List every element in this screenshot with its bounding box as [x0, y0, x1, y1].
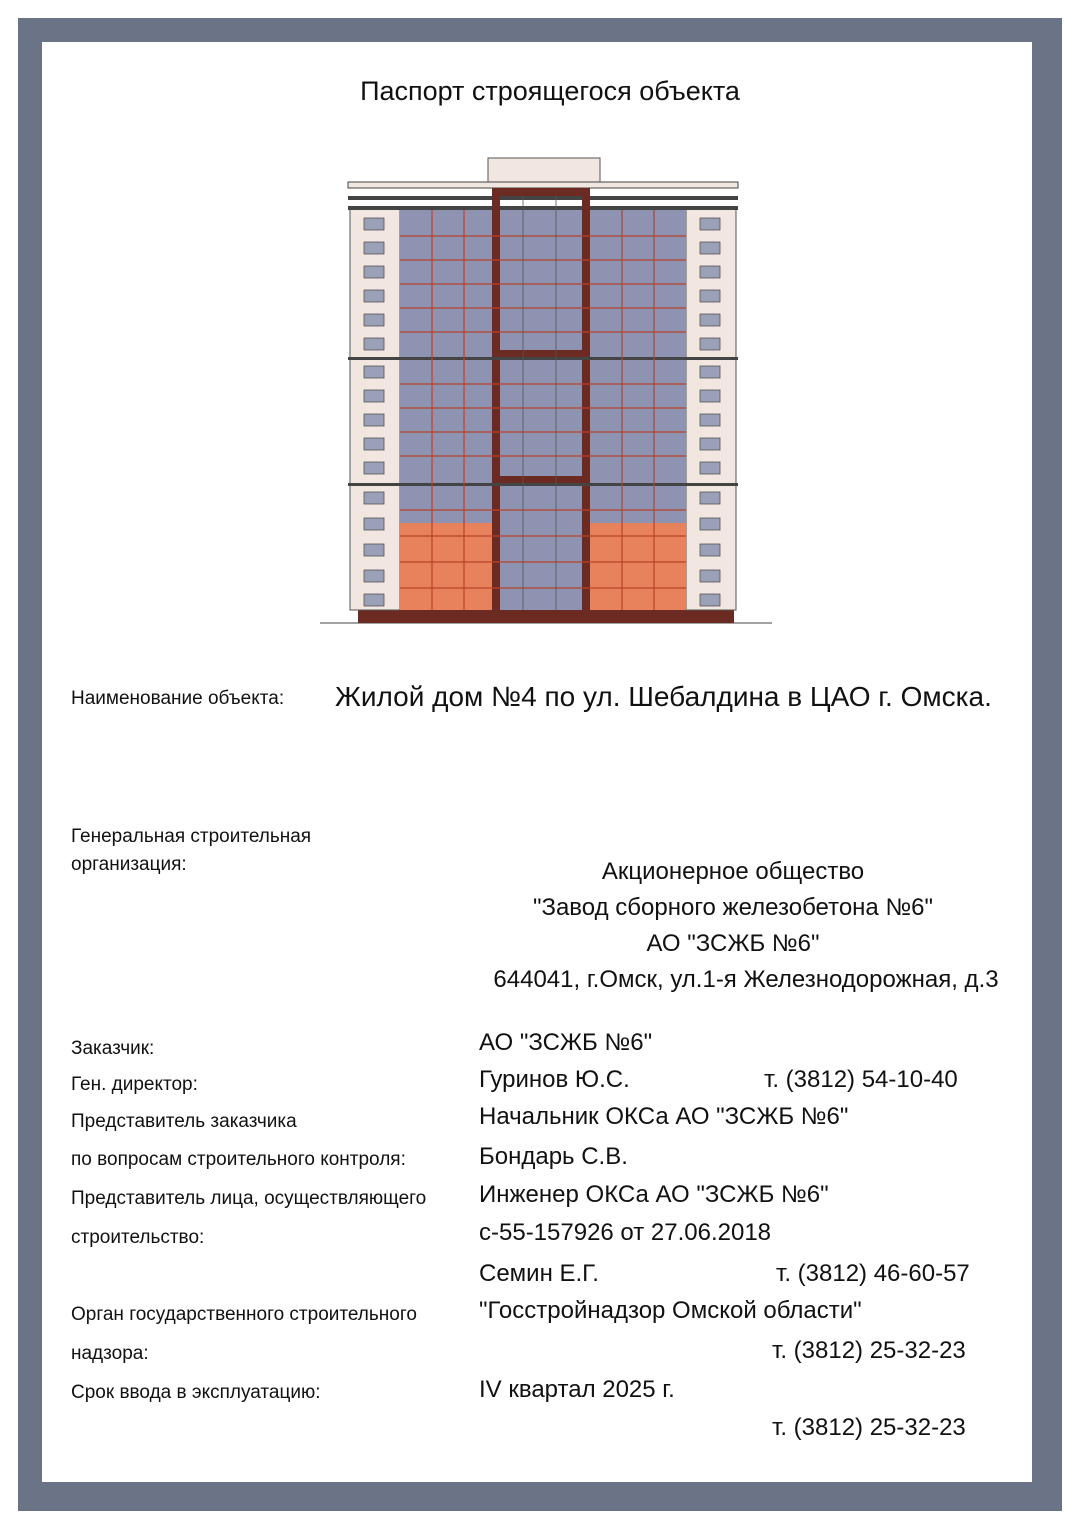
customer-rep-value-line2: Бондарь С.В.	[479, 1143, 628, 1170]
supervision-label-line2: надзора:	[71, 1343, 149, 1364]
builder-rep-value-line1: Инженер ОКСа АО "ЗСЖБ №6"	[479, 1181, 829, 1208]
supervision-value: "Госстройнадзор Омской области"	[479, 1297, 862, 1324]
deadline-label: Срок ввода в эксплуатацию:	[71, 1382, 321, 1403]
builder-rep-label-line1: Представитель лица, осуществляющего	[71, 1188, 427, 1209]
director-name: Гуринов Ю.С.	[479, 1066, 630, 1093]
building-facade-image	[320, 148, 772, 628]
general-org-address: 644041, г.Омск, ул.1-я Железнодорожная, д.3	[493, 966, 999, 993]
general-org-line-2: "Завод сборного железобетона №6"	[532, 894, 934, 921]
general-org-label-line2: организация:	[71, 854, 187, 875]
deadline-phone: т. (3812) 25-32-23	[772, 1414, 966, 1441]
general-org-label-line1: Генеральная строительная	[71, 826, 312, 847]
page-title: Паспорт строящегося объекта	[360, 76, 740, 106]
general-org-line-1: Акционерное общество	[601, 858, 865, 885]
general-org-line-3: АО "ЗСЖБ №6"	[646, 930, 820, 957]
customer-rep-label-line2: по вопросам строительного контроля:	[71, 1149, 406, 1170]
director-phone: т. (3812) 54-10-40	[764, 1066, 958, 1093]
customer-rep-label-line1: Представитель заказчика	[71, 1111, 297, 1132]
customer-label: Заказчик:	[71, 1038, 155, 1059]
deadline-value: IV квартал 2025 г.	[479, 1376, 675, 1403]
director-label: Ген. директор:	[71, 1074, 198, 1095]
customer-rep-value-line1: Начальник ОКСа АО "ЗСЖБ №6"	[479, 1103, 849, 1130]
object-name-value: Жилой дом №4 по ул. Шебалдина в ЦАО г. Омска.	[335, 681, 992, 712]
supervision-label-line1: Орган государственного строительного	[71, 1304, 417, 1325]
builder-rep-label-line2: строительство:	[71, 1227, 205, 1248]
builder-rep-value-line3: Семин Е.Г.	[479, 1260, 599, 1287]
builder-rep-value-line2: с-55-157926 от 27.06.2018	[479, 1219, 772, 1246]
object-name-label: Наименование объекта:	[71, 688, 285, 709]
customer-value: АО "ЗСЖБ №6"	[479, 1029, 653, 1056]
supervision-phone: т. (3812) 25-32-23	[772, 1337, 966, 1364]
builder-rep-phone: т. (3812) 46-60-57	[776, 1260, 970, 1287]
